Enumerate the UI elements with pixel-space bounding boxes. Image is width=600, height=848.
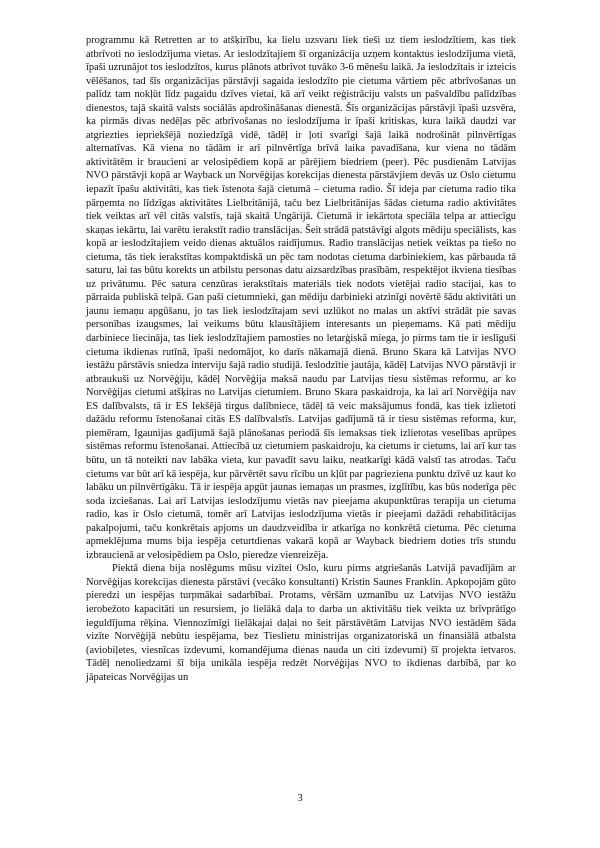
paragraph-radio: programmu kā Retretten ar to atšķirību, ka lielu uzsvaru liek tieši uz tiem ieslodzītiem, kas tiek atbrīvoti no ieslodzījuma vietas. Ar ieslodzītajiem šī organizācija uzņem kontaktus ieslodzījuma vietā, īpaši uzrunājot tos ieslodzītos, kurus plānots atbrīvot tuvāko 3-6 mēnešu laikā. Ja ieslodzītais ir izteicis vēlēšanos, tad šīs organizācijas pārstāvji sagaida ieslodzīto pie cietuma vārtiem pēc atbrīvošanas un palīdz tam nokļūt līdz pagaidu dzīves vietai, kā arī veikt reģistrāciju valsts un pašvaldību palīdzības dienestos, tajā skaitā valsts sociālās apdrošināšanas dienestā. Šīs organizācijas pārstāvji īpaši uzsvēra, ka pirmās divas nedēļas pēc atbrīvošanas no ieslodzījuma ir īpaši kritiskas, kura laikā daudzi var atgriezties iepriekšējā noziedzīgā vidē, tādēļ ir ļoti svarīgi šajā laikā nodrošināt pilnvērtīgas alternatīvas. Kā viena no tādām ir arī pilnvērtīga brīvā laika pavadīšana, kur viena no tādām aktivitātēm ir braucieni ar velosipēdiem kopā ar pārējiem biedriem (peer). Pēc pusdienām Latvijas NVO pārstāvji kopā ar Wayback un Norvēģijas korekcijas dienesta pārstāvjiem devās uz Oslo cietumu iepazīt īpašu aktivitāti, kas tiek īstenota šajā cietumā – cietuma radio. Šī ideja par cietuma radio tika pārņemta no līdzīgas aktivitātes Lielbritānijā, taču bez Lielbritānijas šādas cietuma radio aktivitātes tiek veiktas arī vēl citās valstīs, tajā skaitā Ungārijā. Cietumā ir iekārtota speciāla telpa ar attiecīgu skaņas iekārtu, lai varētu ierakstīt radio translācijas. Šeit strādā patstāvīgi algots mēdiju speciālists, kas kopā ar ieslodzītajiem veido dienas aktuālos raidījumus. Radio translācijas netiek veiktas pa tiešo no cietuma, tās tiek ierakstītas kompaktdiskā un pēc tam nodotas cietuma darbiniekiem, kas pārbauda tā saturu, lai tas būtu korekts un atbilstu personas datu aizsardzības prasībām, respektējot ikviena tiesības uz privātumu. Pēc satura cenzūras ierakstītais materiāls tiek nodots vietējai radio stacijai, kas to pārraida publiskā telpā. Gan paši cietumnieki, gan mēdiju darbinieki atzinīgi novērtē šādu aktivitāti un jaunu iemaņu apgūšanu, jo tas liek ieslodzītajam sevi uzlūkot no malas un aktīvi strādāt pie savas personības izaugsmes, lai veikums būtu klausītājiem interesants un pieņemams. Kā pati mēdiju darbiniece liecināja, tas liek ieslodzītajiem pamosties no letarģiskā miega, jo pirms tam tie ir ieslīguši cietuma ikdienas rutīnā, īpaši nedomājot, ko darīs nākamajā dienā. Bruno Skara kā Latvijas NVO iestāžu pārstāvis sniedza interviju šajā radio studijā. Ieslodzītie jautāja, kādēļ Latvijas NVO pārstāvji ir atbraukuši uz Norvēģiju, kādēļ Norvēģija maksā naudu par Latvijas tiesu sistēmas reformu, ar ko Norvēģijas cietumi atšķiras no Latvijas cietumiem. Bruno Skara paskaidroja, ka lai arī Norvēģija nav ES dalībvalsts, tā ir ES Iekšējā tirgus dalībniece, tādēļ tā veic maksājumus fondā, kas tiek izlietoti dažādu reformu īstenošanai citās ES dalībvalstīs. Latvijas gadījumā tā ir tiesu sistēmas reforma, kur, piemēram, Igaunijas gadījumā šajā plānošanas periodā šīs iemaksas tiek izlietotas veselības aprūpes sistēmas reformu īstenošanai. Attiecībā uz cietumiem paskaidroju, ka cietums ir cietums, lai arī kur tas būtu, un tā noteikti nav labāka vieta, kur pavadīt savu laiku, neatkarīgi kādā valstī tas atrodas. Taču cietums var būt arī kā iespēja, kur pārvērtēt savu rīcību un kļūt par pagrieziena punktu dzīvē uz kaut ko labāku un pilnvērtīgāku. Tā ir iespēja apgūt jaunas iemaņas un prasmes, izglītību, kas būs noderīga pēc soda izciešanas. Lai arī Latvijas ieslodzījumu vietās nav pieejama akupunktūras terapija un cietuma radio, kas ir Oslo cietumā, tomēr arī Latvijas ieslodzījuma vietās ir pieejami dažādi rehabilitācijas pakalpojumi, taču konkrētais apjoms un daudzveidība ir atkarīga no konkrētā cietuma. Pēc cietuma apmeklējuma mums bija iespēja ceturtdienas vakarā kopā ar Wayback biedriem doties trīs stundu izbraucienā ar velosipēdiem pa Oslo, pieredze vienreizēja. (86, 35, 516, 561)
document-body (86, 34, 516, 684)
paragraph-fifth-day: Piektā diena bija noslēgums mūsu vizītei Oslo, kuru pirms atgriešanās Latvijā pavadījām ar Norvēģijas korekcijas dienesta pārstāvi (vecāko konsultanti) Kristin Saunes Franklin. Apkopojām gūto pieredzi un iespējas turpmākai sadarbībai. Protams, vēršām uzmanību uz Latvijas NVO iestāžu ierobežoto kapacitāti un resursiem, jo lielākā daļa to darba un aktivitāšu tiek veikta uz brīvprātīgo ieguldījuma rēķina. Viennozīmīgi lielākajai daļai no šeit pārstāvētām Latvijas NVO iestādēm šāda vizīte Norvēģijā nebūtu iespējama, bez Tieslietu ministrijas organizatoriskā un finansiālā atbalsta (aviobiļetes, viesnīcas izdevumi, komandējuma dienas nauda un citi izdevumi) šī projekta ietvaros. Tādēļ nenoliedzami šī bija unikāla iespēja redzēt Norvēģijas NVO to ikdienas darbībā, par ko jāpateicas Norvēģijas un (86, 563, 516, 683)
page-number: 3 (297, 792, 303, 804)
